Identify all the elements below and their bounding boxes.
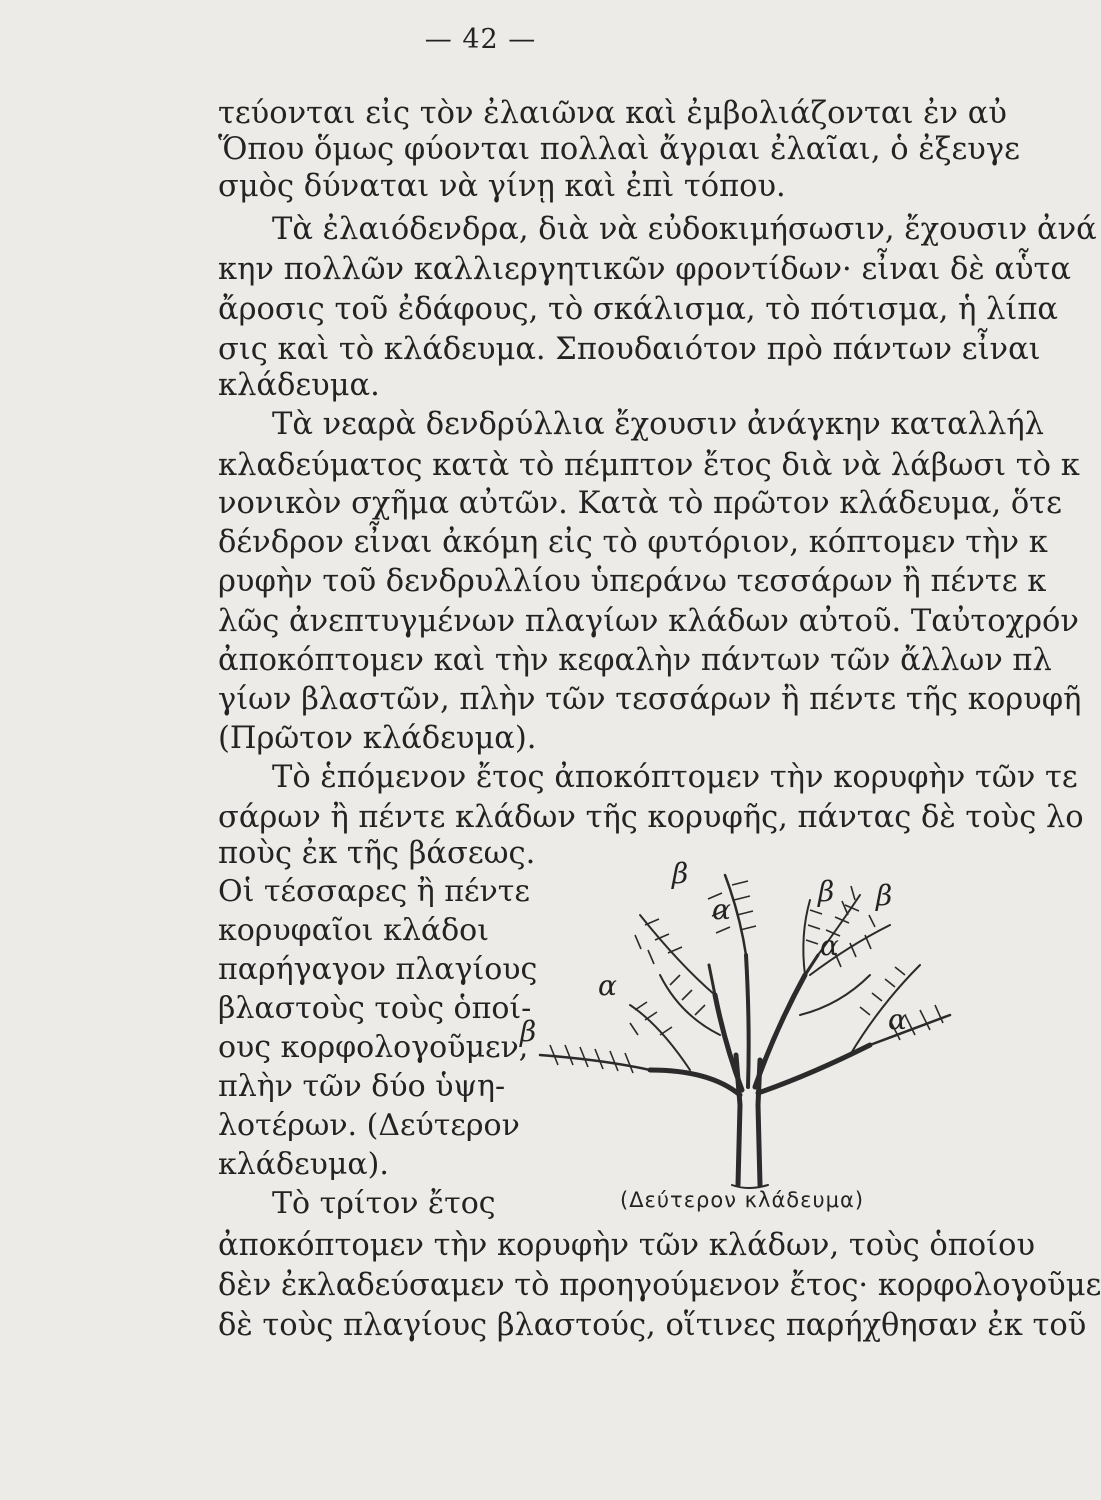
text-line: κην πολλῶν καλλιεργητικῶν φροντίδων· εἶναι δὲ αὗτα	[218, 252, 1072, 287]
text-line: Τὰ νεαρὰ δενδρύλλια ἔχουσιν ἀνάγκην καταλλήλ	[272, 407, 1044, 442]
figure-label-beta: β	[818, 875, 835, 908]
text-line: λῶς ἀνεπτυγμένων πλαγίων κλάδων αὐτοῦ. Ταὐτοχρόν	[218, 604, 1079, 639]
text-line: πλὴν τῶν δύο ὑψη-	[218, 1069, 506, 1104]
text-line: Τὸ τρίτον ἔτος	[272, 1186, 496, 1221]
text-line: (Πρῶτον κλάδευμα).	[218, 721, 537, 756]
text-line: σις καὶ τὸ κλάδευμα. Σπουδαιότον πρὸ πάντων εἶναι	[218, 332, 1041, 367]
text-line: ρυφὴν τοῦ δενδρυλλίου ὑπεράνω τεσσάρων ἢ πέντε κ	[218, 564, 1047, 599]
text-line: τεύονται εἰς τὸν ἐλαιῶνα καὶ ἐμβολιάζονται ἐν αὐ	[218, 96, 1007, 131]
text-line: σμὸς δύναται νὰ γίνῃ καὶ ἐπὶ τόπου.	[218, 169, 786, 204]
text-line: βλαστοὺς τοὺς ὁποί-	[218, 991, 532, 1026]
figure-label-beta: β	[672, 857, 689, 890]
text-line: παρήγαγον πλαγίους	[218, 952, 538, 987]
figure-label-alpha: α	[712, 893, 731, 926]
text-line: ους κορφολογοῦμεν,	[218, 1030, 529, 1065]
text-line: κλάδευμα).	[218, 1147, 389, 1182]
text-line: σάρων ἢ πέντε κλάδων τῆς κορυφῆς, πάντας δὲ τοὺς λο	[218, 800, 1084, 835]
page-number: — 42 —	[424, 24, 537, 55]
text-line: ποὺς ἐκ τῆς βάσεως.	[218, 836, 536, 871]
text-line: λοτέρων. (Δεύτερον	[218, 1108, 520, 1143]
text-line: δένδρον εἶναι ἀκόμη εἰς τὸ φυτόριον, κόπτομεν τὴν κ	[218, 525, 1048, 560]
figure-label-alpha: α	[598, 969, 617, 1002]
pruning-illustration	[510, 855, 961, 1215]
text-line: κλάδευμα.	[218, 368, 380, 403]
text-line: Τὸ ἑπόμενον ἔτος ἀποκόπτομεν τὴν κορυφὴν τῶν τε	[272, 760, 1078, 795]
text-line: γίων βλαστῶν, πλὴν τῶν τεσσάρων ἢ πέντε τῆς κορυφῆ	[218, 682, 1082, 717]
figure-label-beta: β	[876, 879, 893, 912]
figure-label-beta: β	[520, 1015, 537, 1048]
text-line: Τὰ ἐλαιόδενδρα, διὰ νὰ εὐδοκιμήσωσιν, ἔχουσιν ἀνά	[272, 212, 1097, 247]
text-line: κορυφαῖοι κλάδοι	[218, 913, 489, 948]
text-line: Οἱ τέσσαρες ἢ πέντε	[218, 874, 530, 909]
figure-caption: (Δεύτερον κλάδευμα)	[620, 1188, 865, 1212]
figure-label-alpha: α	[820, 929, 839, 962]
text-line: κλαδεύματος κατὰ τὸ πέμπτον ἔτος διὰ νὰ λάβωσι τὸ κ	[218, 448, 1080, 483]
text-line: ἄροσις τοῦ ἐδάφους, τὸ σκάλισμα, τὸ πότισμα, ἡ λίπα	[218, 292, 1059, 327]
text-line: Ὅπου ὅμως φύονται πολλαὶ ἄγριαι ἐλαῖαι, ὁ ἐξευγε	[218, 132, 1020, 167]
figure-label-alpha: α	[888, 1003, 907, 1036]
text-line: δὲν ἐκλαδεύσαμεν τὸ προηγούμενον ἔτος· κορφολογοῦμε	[218, 1268, 1101, 1303]
text-line: δὲ τοὺς πλαγίους βλαστούς, οἵτινες παρήχθησαν ἐκ τοῦ	[218, 1308, 1087, 1343]
text-line: ἀποκόπτομεν καὶ τὴν κεφαλὴν πάντων τῶν ἄλλων πλ	[218, 643, 1052, 678]
text-line: ἀποκόπτομεν τὴν κορυφὴν τῶν κλάδων, τοὺς ὁποίου	[218, 1228, 1036, 1263]
text-line: νονικὸν σχῆμα αὐτῶν. Κατὰ τὸ πρῶτον κλάδευμα, ὅτε	[218, 486, 1062, 521]
